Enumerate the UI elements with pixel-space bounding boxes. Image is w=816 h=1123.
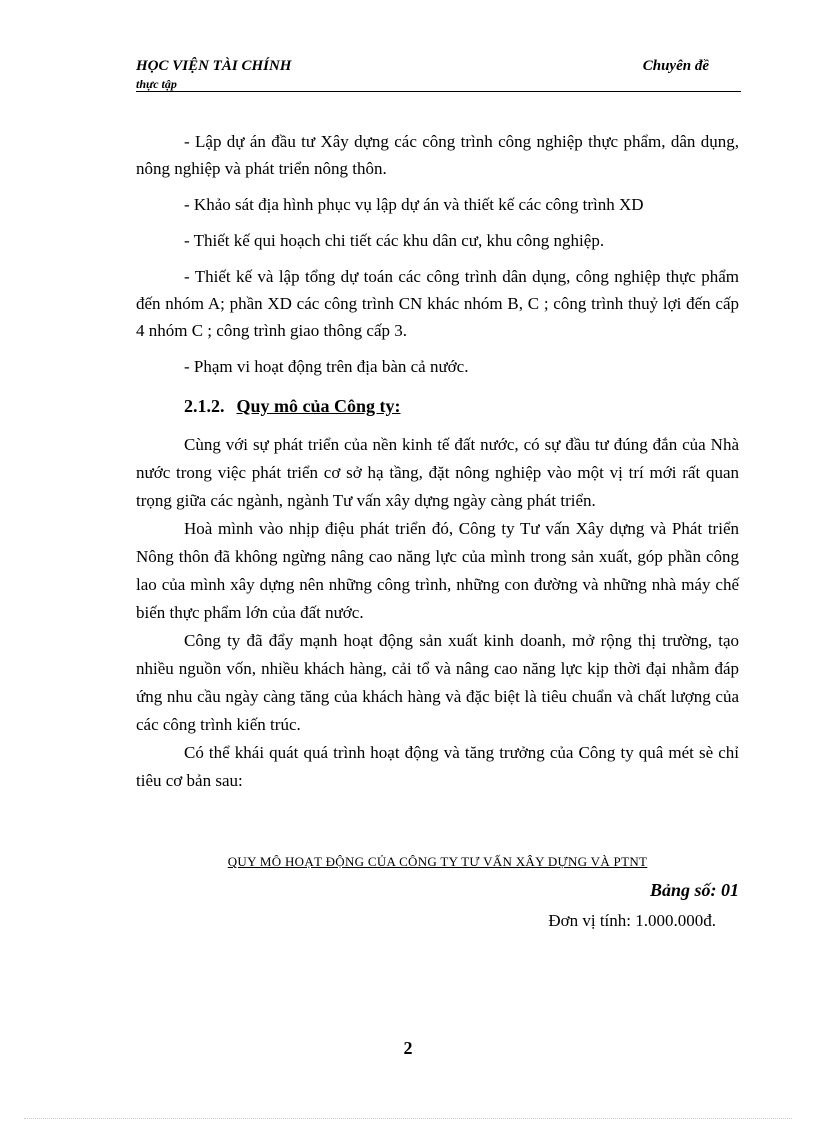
bullet-item: - Phạm vi hoạt động trên địa bàn cả nước. xyxy=(184,357,469,376)
bullet-item: - Khảo sát địa hình phục vụ lập dự án và thiết kế các công trình XD xyxy=(184,195,644,214)
section-number: 2.1.2. xyxy=(184,396,225,416)
header-doc-type: Chuyên đề xyxy=(642,58,709,74)
bullet-item: - Lập dự án đầu tư Xây dựng các công trình công nghiệp thực phẩm, dân dụng, nông nghiệp và phát triển nông thôn. xyxy=(136,132,739,178)
footer-divider xyxy=(24,1118,792,1119)
bullet-list xyxy=(136,128,739,380)
header-divider xyxy=(136,91,741,92)
paragraph: Có thể khái quát quá trình hoạt động và tăng trưởng của Công ty quâ mét sè chỉ tiêu cơ bản sau: xyxy=(136,743,739,790)
header-subtitle: thực tập xyxy=(136,77,177,91)
header-institution: HỌC VIỆN TÀI CHÍNH xyxy=(136,58,292,74)
table-number: Bảng số: 01 xyxy=(649,880,739,900)
section-title: Quy mô của Công ty: xyxy=(236,396,401,416)
page-number: 2 xyxy=(403,1038,413,1058)
bullet-item: - Thiết kế qui hoạch chi tiết các khu dân cư, khu công nghiệp. xyxy=(184,231,605,250)
section-heading xyxy=(184,396,401,417)
paragraph: Cùng với sự phát triển của nền kinh tế đất nước, có sự đầu tư đúng đắn của Nhà nước trong việc phát triển cơ sở hạ tầng, đặt nông nghiệp vào một vị trí mới rất quan trọng giữa các ngành, ngành Tư vấn xây dựng ngày càng phát triển. xyxy=(136,435,739,510)
paragraph: Công ty đã đẩy mạnh hoạt động sản xuất kinh doanh, mở rộng thị trường, tạo nhiều nguồn vốn, nhiều khách hàng, cải tổ và nâng cao năng lực kịp thời đại nhằm đáp ứng nhu cầu ngày càng tăng của khách hàng và đặc biệt là tiêu chuẩn và chất lượng của các công trình kiến trúc. xyxy=(136,631,739,734)
body-paragraphs xyxy=(136,431,739,795)
table-unit: Đơn vị tính: 1.000.000đ. xyxy=(548,911,716,930)
paragraph: Hoà mình vào nhịp điệu phát triển đó, Công ty Tư vấn Xây dựng và Phát triển Nông thôn đã không ngừng nâng cao năng lực của mình trong sản xuất, góp phần công lao của mình xây dựng nên những công trình, những con đường và những nhà máy chế biến thực phẩm lớn của đất nước. xyxy=(136,519,739,622)
table-title: QUY MÔ HOẠT ĐỘNG CỦA CÔNG TY TƯ VẤN XÂY DỰNG VÀ PTNT xyxy=(227,854,648,869)
bullet-item: - Thiết kế và lập tổng dự toán các công trình dân dụng, công nghiệp thực phẩm đến nhóm A; phần XD các công trình CN khác nhóm B, C ; công trình thuỷ lợi đến cấp 4 nhóm C ; công trình giao thông cấp 3. xyxy=(136,267,739,340)
